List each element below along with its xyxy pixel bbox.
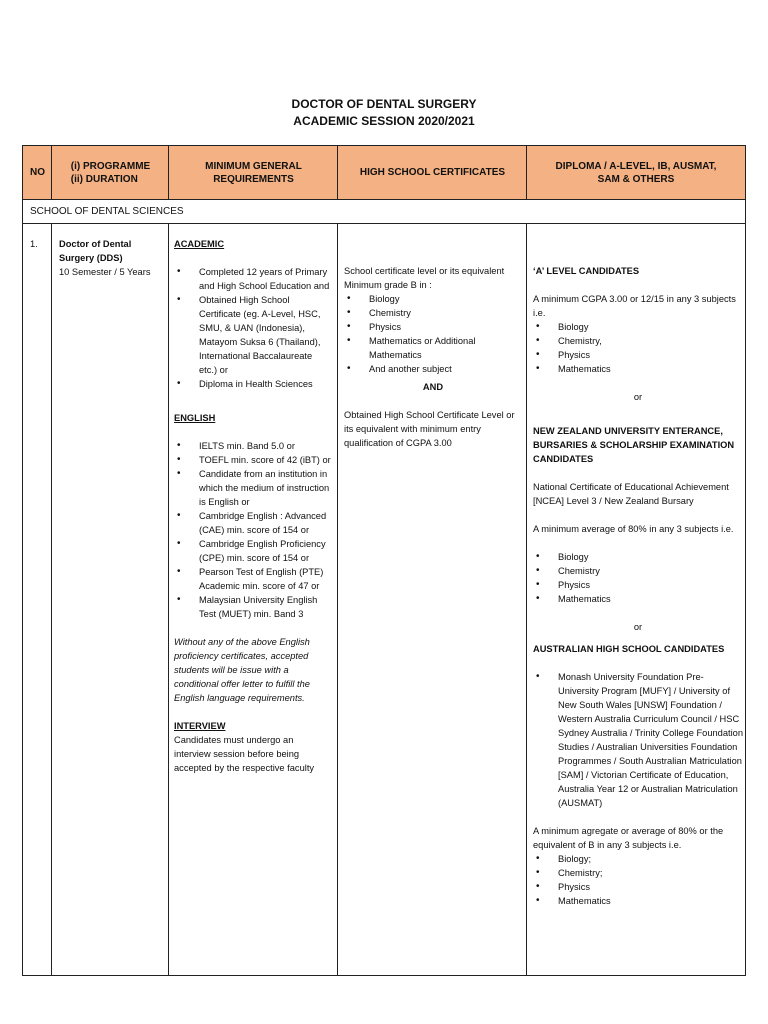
header-minimum-requirements: MINIMUM GENERAL REQUIREMENTS <box>205 160 302 185</box>
list-item: • Chemistry, <box>533 334 743 348</box>
au-heading: AUSTRALIAN HIGH SCHOOL CANDIDATES <box>533 644 725 654</box>
list-item: • Mathematics <box>533 592 743 606</box>
academic-heading: ACADEMIC <box>174 239 225 249</box>
document-subtitle: ACADEMIC SESSION 2020/2021 <box>293 114 475 128</box>
or-separator: or <box>633 622 643 632</box>
alevel-list <box>533 320 743 376</box>
list-item: • Cambridge English Proficiency (CPE) min. score of 154 or <box>174 537 332 565</box>
requirements-table <box>22 145 746 976</box>
list-item: • Mathematics or Additional Mathematics <box>344 334 522 362</box>
header-no: NO <box>30 167 45 178</box>
list-item: • Cambridge English : Advanced (CAE) min. score of 154 or <box>174 509 332 537</box>
list-item: • Biology; <box>533 852 743 866</box>
interview-text: Candidates must undergo an interview session before being accepted by the respective faculty <box>174 735 315 773</box>
alevel-heading: ‘A’ LEVEL CANDIDATES <box>533 266 640 276</box>
nz-text1: National Certificate of Educational Achievement [NCEA] Level 3 / New Zealand Bursary <box>533 482 729 506</box>
diploma-cell <box>533 264 743 908</box>
au-text: A minimum agregate or average of 80% or the equivalent of B in any 3 subjects i.e. <box>533 826 724 850</box>
header-diploma: DIPLOMA / A-LEVEL, IB, AUSMAT, SAM & OTHERS <box>555 160 717 185</box>
list-item: • Diploma in Health Sciences <box>174 377 332 391</box>
academic-list <box>174 265 332 391</box>
english-heading: ENGLISH <box>174 413 216 423</box>
programme-duration: 10 Semester / 5 Years <box>59 267 151 277</box>
nz-list <box>533 550 743 606</box>
or-separator: or <box>633 392 643 402</box>
header-divider <box>526 146 527 200</box>
school-row: SCHOOL OF DENTAL SCIENCES <box>23 200 745 224</box>
header-divider <box>51 146 52 200</box>
list-item: • TOEFL min. score of 42 (iBT) or <box>174 453 332 467</box>
list-item: • Physics <box>533 348 743 362</box>
list-item: • Monash University Foundation Pre-University Program [MUFY] / University of New South Wales [UNSW] Foundation / Western Australia Curriculum Council / HSC Sydney Australia / Trinity College Foundation Studies / Australian Universities Foundation Programmes / South Australian Matriculation [SAM] / Victorian Certificate of Education, Australia Year 12 or Australian Matriculation (AUSMAT) <box>533 670 743 810</box>
list-item: • Biology <box>533 550 743 564</box>
column-divider <box>168 224 169 976</box>
programme-cell <box>59 237 167 279</box>
au-programme-list <box>533 670 743 810</box>
list-item: • And another subject <box>344 362 522 376</box>
table-header-row <box>23 146 745 200</box>
list-item: • Candidate from an institution in which the medium of instruction is English or <box>174 467 332 509</box>
list-item: • Physics <box>533 578 743 592</box>
list-item: • Chemistry; <box>533 866 743 880</box>
list-item: • Completed 12 years of Primary and High School Education and <box>174 265 332 293</box>
programme-name: Doctor of Dental Surgery (DDS) <box>59 239 132 263</box>
list-item: • Mathematics <box>533 362 743 376</box>
list-item: • Obtained High School Certificate (eg. A-Level, HSC, SMU, & UAN (Indonesia), Matayom Suksa 6 (Thailand), International Baccalaureate etc.) or <box>174 293 332 377</box>
english-list <box>174 439 332 621</box>
column-divider <box>51 224 52 976</box>
list-item: • Physics <box>344 320 522 334</box>
nz-text2: A minimum average of 80% in any 3 subjects i.e. <box>533 524 734 534</box>
interview-heading: INTERVIEW <box>174 721 226 731</box>
and-label: AND <box>422 382 444 392</box>
list-item: • Malaysian University English Test (MUET) min. Band 3 <box>174 593 332 621</box>
header-divider <box>168 146 169 200</box>
column-divider <box>526 224 527 976</box>
row-number: 1. <box>30 239 38 249</box>
list-item: • Biology <box>533 320 743 334</box>
list-item: • Pearson Test of English (PTE) Academic min. score of 47 or <box>174 565 332 593</box>
list-item: • Chemistry <box>344 306 522 320</box>
nz-heading: NEW ZEALAND UNIVERSITY ENTERANCE, BURSARIES & SCHOLARSHIP EXAMINATION CANDIDATES <box>533 426 735 464</box>
hsc-text2: Obtained High School Certificate Level or its equivalent with minimum entry qualification of CGPA 3.00 <box>344 410 515 448</box>
list-item: • Mathematics <box>533 894 743 908</box>
hsc-subject-list <box>344 292 522 376</box>
hsc-intro: School certificate level or its equivalent Minimum grade B in : <box>344 266 505 290</box>
list-item: • Physics <box>533 880 743 894</box>
minimum-requirements-cell <box>174 237 332 775</box>
header-divider <box>337 146 338 200</box>
list-item: • Chemistry <box>533 564 743 578</box>
high-school-cell <box>344 264 522 450</box>
alevel-text: A minimum CGPA 3.00 or 12/15 in any 3 subjects i.e. <box>533 294 736 318</box>
header-high-school-certificates: HIGH SCHOOL CERTIFICATES <box>359 167 506 178</box>
list-item: • IELTS min. Band 5.0 or <box>174 439 332 453</box>
list-item: • Biology <box>344 292 522 306</box>
header-programme-duration: (i) PROGRAMME (ii) DURATION <box>70 160 151 185</box>
column-divider <box>337 224 338 976</box>
document-title: DOCTOR OF DENTAL SURGERY <box>291 97 477 111</box>
english-note: Without any of the above English proficiency certificates, accepted students will be issue with a conditional offer letter to fulfill the English language requirements. <box>174 637 310 703</box>
au-subject-list <box>533 852 743 908</box>
